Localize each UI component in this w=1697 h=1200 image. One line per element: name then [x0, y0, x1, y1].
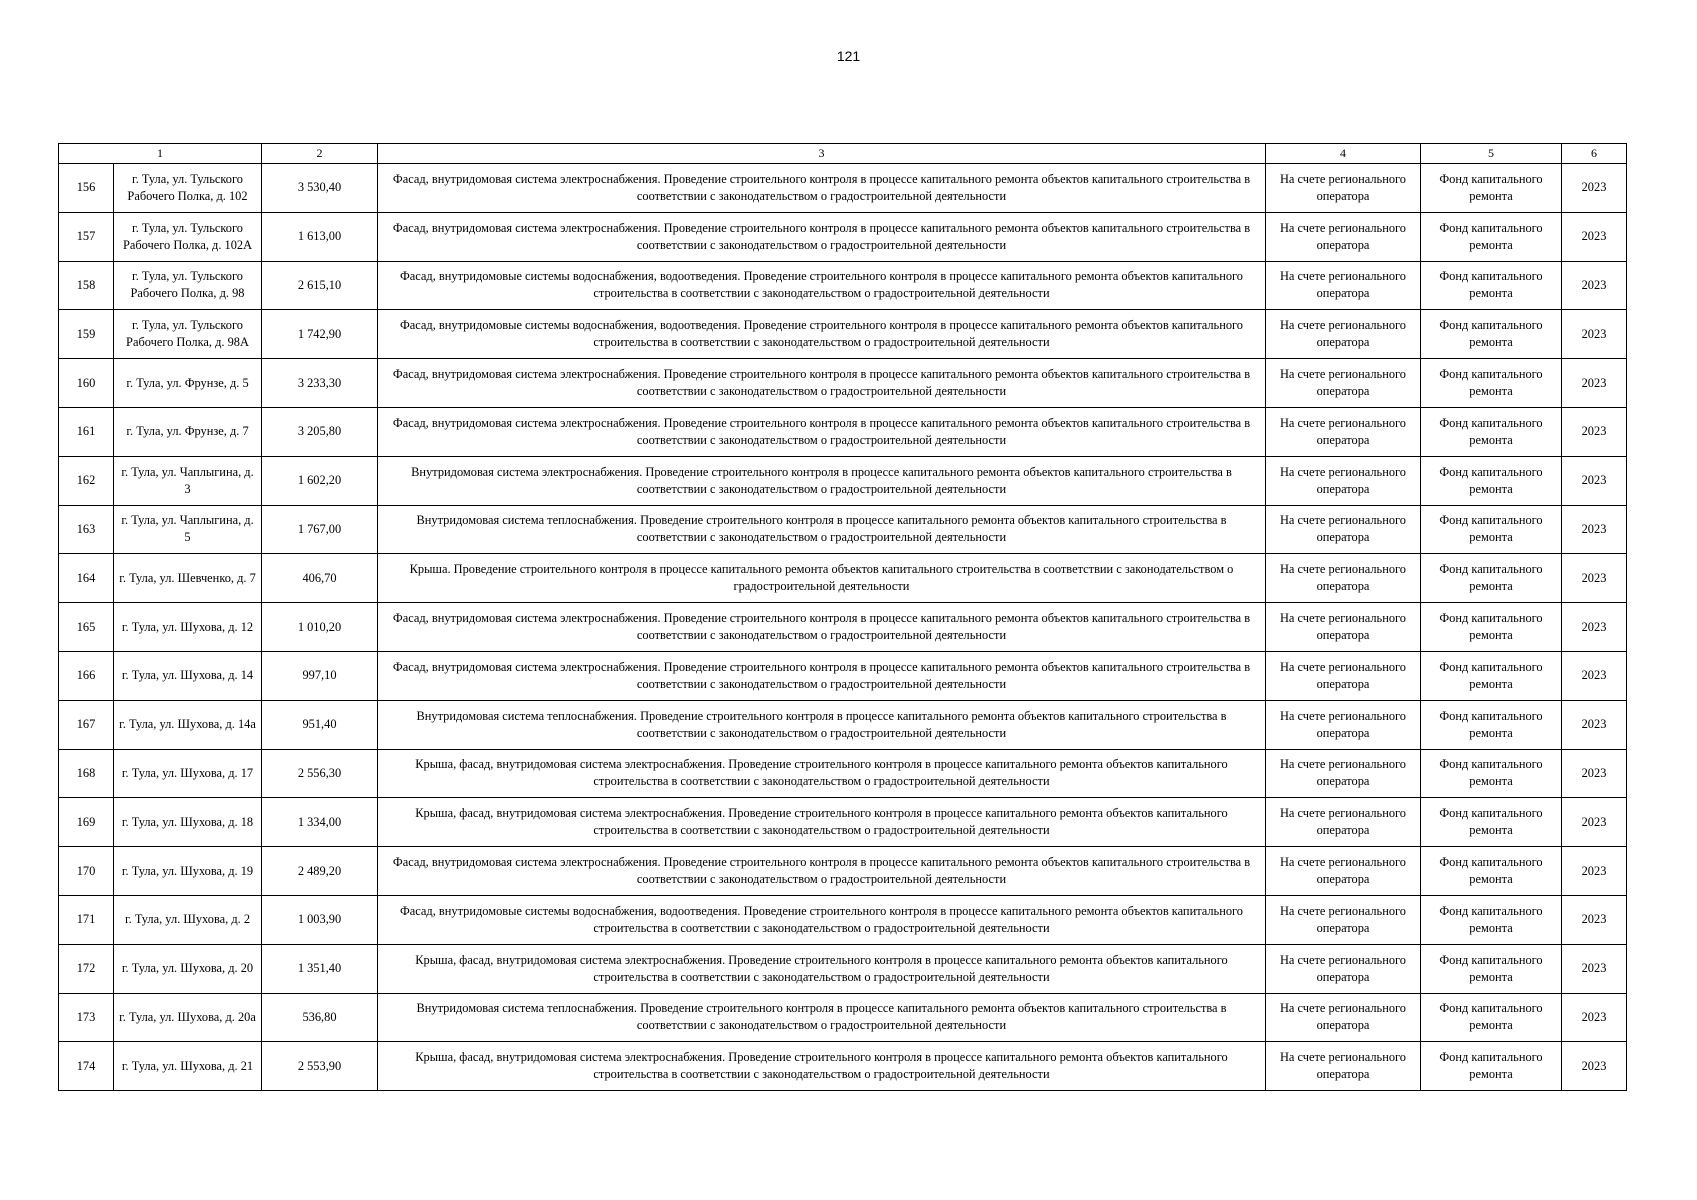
address-cell: г. Тула, ул. Шухова, д. 14а — [114, 700, 262, 749]
capital-repair-table — [58, 143, 1627, 1091]
address-cell: г. Тула, ул. Шухова, д. 20а — [114, 993, 262, 1042]
funding-source-cell: Фонд капитального ремонта — [1421, 700, 1562, 749]
year-cell: 2023 — [1562, 895, 1627, 944]
year-cell: 2023 — [1562, 359, 1627, 408]
address-cell: г. Тула, ул. Шухова, д. 17 — [114, 749, 262, 798]
area-cell: 2 615,10 — [262, 261, 378, 310]
year-cell: 2023 — [1562, 749, 1627, 798]
table-row — [59, 505, 1627, 554]
year-cell: 2023 — [1562, 554, 1627, 603]
table-row — [59, 359, 1627, 408]
row-number-cell: 169 — [59, 798, 114, 847]
area-cell: 1 767,00 — [262, 505, 378, 554]
account-cell: На счете регионального оператора — [1266, 944, 1421, 993]
funding-source-cell: Фонд капитального ремонта — [1421, 895, 1562, 944]
table-row — [59, 651, 1627, 700]
account-cell: На счете регионального оператора — [1266, 310, 1421, 359]
area-cell: 1 613,00 — [262, 212, 378, 261]
row-number-cell: 167 — [59, 700, 114, 749]
row-number-cell: 172 — [59, 944, 114, 993]
account-cell: На счете регионального оператора — [1266, 554, 1421, 603]
table-row — [59, 261, 1627, 310]
year-cell: 2023 — [1562, 164, 1627, 213]
table-row — [59, 749, 1627, 798]
account-cell: На счете регионального оператора — [1266, 164, 1421, 213]
address-cell: г. Тула, ул. Тульского Рабочего Полка, д. 102 — [114, 164, 262, 213]
works-description-cell: Фасад, внутридомовые системы водоснабжения, водоотведения. Проведение строительного контроля в процессе капитального ремонта объектов капитального строительства в соответствии с законодательством о градостроительной деятельности — [378, 261, 1266, 310]
row-number-cell: 160 — [59, 359, 114, 408]
year-cell: 2023 — [1562, 407, 1627, 456]
works-description-cell: Крыша, фасад, внутридомовая система электроснабжения. Проведение строительного контроля в процессе капитального ремонта объектов капитального строительства в соответствии с законодательством о градостроительной деятельности — [378, 944, 1266, 993]
address-cell: г. Тула, ул. Шухова, д. 18 — [114, 798, 262, 847]
area-cell: 2 553,90 — [262, 1042, 378, 1091]
table-header-row — [59, 144, 1627, 164]
works-description-cell: Фасад, внутридомовая система электроснабжения. Проведение строительного контроля в процессе капитального ремонта объектов капитального строительства в соответствии с законодательством о градостроительной деятельности — [378, 164, 1266, 213]
table-row — [59, 895, 1627, 944]
account-cell: На счете регионального оператора — [1266, 456, 1421, 505]
funding-source-cell: Фонд капитального ремонта — [1421, 212, 1562, 261]
area-cell: 2 489,20 — [262, 847, 378, 896]
funding-source-cell: Фонд капитального ремонта — [1421, 847, 1562, 896]
year-cell: 2023 — [1562, 212, 1627, 261]
funding-source-cell: Фонд капитального ремонта — [1421, 310, 1562, 359]
area-cell: 1 003,90 — [262, 895, 378, 944]
works-description-cell: Крыша. Проведение строительного контроля в процессе капитального ремонта объектов капитального строительства в соответствии с законодательством о градостроительной деятельности — [378, 554, 1266, 603]
table-row — [59, 700, 1627, 749]
works-description-cell: Фасад, внутридомовые системы водоснабжения, водоотведения. Проведение строительного контроля в процессе капитального ремонта объектов капитального строительства в соответствии с законодательством о градостроительной деятельности — [378, 310, 1266, 359]
area-cell: 951,40 — [262, 700, 378, 749]
table-row — [59, 310, 1627, 359]
header-col-5: 5 — [1421, 144, 1562, 164]
address-cell: г. Тула, ул. Шухова, д. 12 — [114, 603, 262, 652]
account-cell: На счете регионального оператора — [1266, 749, 1421, 798]
area-cell: 1 602,20 — [262, 456, 378, 505]
account-cell: На счете регионального оператора — [1266, 1042, 1421, 1091]
account-cell: На счете регионального оператора — [1266, 993, 1421, 1042]
address-cell: г. Тула, ул. Шевченко, д. 7 — [114, 554, 262, 603]
address-cell: г. Тула, ул. Фрунзе, д. 5 — [114, 359, 262, 408]
area-cell: 1 334,00 — [262, 798, 378, 847]
year-cell: 2023 — [1562, 798, 1627, 847]
area-cell: 1 351,40 — [262, 944, 378, 993]
header-col-6: 6 — [1562, 144, 1627, 164]
table-row — [59, 164, 1627, 213]
address-cell: г. Тула, ул. Шухова, д. 2 — [114, 895, 262, 944]
works-description-cell: Крыша, фасад, внутридомовая система электроснабжения. Проведение строительного контроля в процессе капитального ремонта объектов капитального строительства в соответствии с законодательством о градостроительной деятельности — [378, 1042, 1266, 1091]
funding-source-cell: Фонд капитального ремонта — [1421, 749, 1562, 798]
row-number-cell: 163 — [59, 505, 114, 554]
address-cell: г. Тула, ул. Шухова, д. 19 — [114, 847, 262, 896]
row-number-cell: 166 — [59, 651, 114, 700]
funding-source-cell: Фонд капитального ремонта — [1421, 1042, 1562, 1091]
table-row — [59, 993, 1627, 1042]
works-description-cell: Внутридомовая система теплоснабжения. Проведение строительного контроля в процессе капитального ремонта объектов капитального строительства в соответствии с законодательством о градостроительной деятельности — [378, 700, 1266, 749]
funding-source-cell: Фонд капитального ремонта — [1421, 456, 1562, 505]
account-cell: На счете регионального оператора — [1266, 651, 1421, 700]
year-cell: 2023 — [1562, 1042, 1627, 1091]
account-cell: На счете регионального оператора — [1266, 505, 1421, 554]
works-description-cell: Фасад, внутридомовая система электроснабжения. Проведение строительного контроля в процессе капитального ремонта объектов капитального строительства в соответствии с законодательством о градостроительной деятельности — [378, 407, 1266, 456]
row-number-cell: 174 — [59, 1042, 114, 1091]
address-cell: г. Тула, ул. Шухова, д. 21 — [114, 1042, 262, 1091]
address-cell: г. Тула, ул. Шухова, д. 20 — [114, 944, 262, 993]
works-description-cell: Крыша, фасад, внутридомовая система электроснабжения. Проведение строительного контроля в процессе капитального ремонта объектов капитального строительства в соответствии с законодательством о градостроительной деятельности — [378, 749, 1266, 798]
year-cell: 2023 — [1562, 651, 1627, 700]
row-number-cell: 171 — [59, 895, 114, 944]
area-cell: 1 010,20 — [262, 603, 378, 652]
area-cell: 997,10 — [262, 651, 378, 700]
row-number-cell: 161 — [59, 407, 114, 456]
row-number-cell: 159 — [59, 310, 114, 359]
page-number: 121 — [836, 48, 861, 64]
account-cell: На счете регионального оператора — [1266, 700, 1421, 749]
funding-source-cell: Фонд капитального ремонта — [1421, 651, 1562, 700]
table-row — [59, 1042, 1627, 1091]
funding-source-cell: Фонд капитального ремонта — [1421, 944, 1562, 993]
works-description-cell: Фасад, внутридомовая система электроснабжения. Проведение строительного контроля в процессе капитального ремонта объектов капитального строительства в соответствии с законодательством о градостроительной деятельности — [378, 847, 1266, 896]
year-cell: 2023 — [1562, 505, 1627, 554]
funding-source-cell: Фонд капитального ремонта — [1421, 554, 1562, 603]
funding-source-cell: Фонд капитального ремонта — [1421, 993, 1562, 1042]
address-cell: г. Тула, ул. Тульского Рабочего Полка, д. 98А — [114, 310, 262, 359]
address-cell: г. Тула, ул. Тульского Рабочего Полка, д. 98 — [114, 261, 262, 310]
account-cell: На счете регионального оператора — [1266, 407, 1421, 456]
table-row — [59, 212, 1627, 261]
year-cell: 2023 — [1562, 456, 1627, 505]
account-cell: На счете регионального оператора — [1266, 895, 1421, 944]
account-cell: На счете регионального оператора — [1266, 847, 1421, 896]
header-col-3: 3 — [378, 144, 1266, 164]
row-number-cell: 165 — [59, 603, 114, 652]
address-cell: г. Тула, ул. Тульского Рабочего Полка, д. 102А — [114, 212, 262, 261]
year-cell: 2023 — [1562, 847, 1627, 896]
year-cell: 2023 — [1562, 700, 1627, 749]
address-cell: г. Тула, ул. Шухова, д. 14 — [114, 651, 262, 700]
works-description-cell: Фасад, внутридомовая система электроснабжения. Проведение строительного контроля в процессе капитального ремонта объектов капитального строительства в соответствии с законодательством о градостроительной деятельности — [378, 359, 1266, 408]
table-row — [59, 554, 1627, 603]
funding-source-cell: Фонд капитального ремонта — [1421, 407, 1562, 456]
row-number-cell: 164 — [59, 554, 114, 603]
funding-source-cell: Фонд капитального ремонта — [1421, 164, 1562, 213]
account-cell: На счете регионального оператора — [1266, 603, 1421, 652]
header-col-4: 4 — [1266, 144, 1421, 164]
year-cell: 2023 — [1562, 993, 1627, 1042]
table-row — [59, 603, 1627, 652]
works-description-cell: Фасад, внутридомовые системы водоснабжения, водоотведения. Проведение строительного контроля в процессе капитального ремонта объектов капитального строительства в соответствии с законодательством о градостроительной деятельности — [378, 895, 1266, 944]
header-col-1: 1 — [59, 144, 262, 164]
works-description-cell: Фасад, внутридомовая система электроснабжения. Проведение строительного контроля в процессе капитального ремонта объектов капитального строительства в соответствии с законодательством о градостроительной деятельности — [378, 651, 1266, 700]
works-description-cell: Фасад, внутридомовая система электроснабжения. Проведение строительного контроля в процессе капитального ремонта объектов капитального строительства в соответствии с законодательством о градостроительной деятельности — [378, 212, 1266, 261]
year-cell: 2023 — [1562, 603, 1627, 652]
works-description-cell: Фасад, внутридомовая система электроснабжения. Проведение строительного контроля в процессе капитального ремонта объектов капитального строительства в соответствии с законодательством о градостроительной деятельности — [378, 603, 1266, 652]
row-number-cell: 168 — [59, 749, 114, 798]
area-cell: 2 556,30 — [262, 749, 378, 798]
area-cell: 406,70 — [262, 554, 378, 603]
funding-source-cell: Фонд капитального ремонта — [1421, 359, 1562, 408]
year-cell: 2023 — [1562, 310, 1627, 359]
year-cell: 2023 — [1562, 261, 1627, 310]
header-col-2: 2 — [262, 144, 378, 164]
row-number-cell: 156 — [59, 164, 114, 213]
area-cell: 3 205,80 — [262, 407, 378, 456]
account-cell: На счете регионального оператора — [1266, 798, 1421, 847]
funding-source-cell: Фонд капитального ремонта — [1421, 798, 1562, 847]
row-number-cell: 170 — [59, 847, 114, 896]
funding-source-cell: Фонд капитального ремонта — [1421, 603, 1562, 652]
funding-source-cell: Фонд капитального ремонта — [1421, 505, 1562, 554]
works-description-cell: Внутридомовая система теплоснабжения. Проведение строительного контроля в процессе капитального ремонта объектов капитального строительства в соответствии с законодательством о градостроительной деятельности — [378, 505, 1266, 554]
row-number-cell: 158 — [59, 261, 114, 310]
works-description-cell: Крыша, фасад, внутридомовая система электроснабжения. Проведение строительного контроля в процессе капитального ремонта объектов капитального строительства в соответствии с законодательством о градостроительной деятельности — [378, 798, 1266, 847]
table-row — [59, 798, 1627, 847]
account-cell: На счете регионального оператора — [1266, 212, 1421, 261]
row-number-cell: 157 — [59, 212, 114, 261]
address-cell: г. Тула, ул. Чаплыгина, д. 5 — [114, 505, 262, 554]
works-description-cell: Внутридомовая система электроснабжения. Проведение строительного контроля в процессе капитального ремонта объектов капитального строительства в соответствии с законодательством о градостроительной деятельности — [378, 456, 1266, 505]
address-cell: г. Тула, ул. Чаплыгина, д. 3 — [114, 456, 262, 505]
area-cell: 1 742,90 — [262, 310, 378, 359]
table-row — [59, 407, 1627, 456]
account-cell: На счете регионального оператора — [1266, 359, 1421, 408]
account-cell: На счете регионального оператора — [1266, 261, 1421, 310]
table-row — [59, 456, 1627, 505]
address-cell: г. Тула, ул. Фрунзе, д. 7 — [114, 407, 262, 456]
funding-source-cell: Фонд капитального ремонта — [1421, 261, 1562, 310]
area-cell: 3 233,30 — [262, 359, 378, 408]
row-number-cell: 162 — [59, 456, 114, 505]
row-number-cell: 173 — [59, 993, 114, 1042]
table-row — [59, 944, 1627, 993]
table-row — [59, 847, 1627, 896]
area-cell: 3 530,40 — [262, 164, 378, 213]
area-cell: 536,80 — [262, 993, 378, 1042]
works-description-cell: Внутридомовая система теплоснабжения. Проведение строительного контроля в процессе капитального ремонта объектов капитального строительства в соответствии с законодательством о градостроительной деятельности — [378, 993, 1266, 1042]
year-cell: 2023 — [1562, 944, 1627, 993]
